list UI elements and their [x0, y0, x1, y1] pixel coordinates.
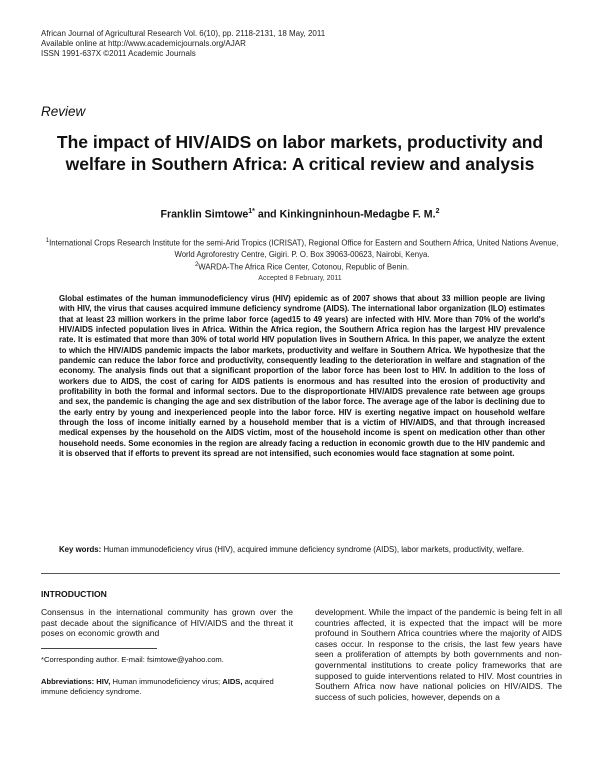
paper-title: The impact of HIV/AIDS on labor markets, productivity and welfare in Southern Africa: A critical review and analysis [56, 132, 544, 174]
section-divider [41, 573, 560, 574]
author-1-name: Franklin Simtowe [160, 208, 249, 221]
keywords [59, 545, 545, 556]
footnote-divider [41, 648, 157, 649]
author-line [40, 208, 560, 221]
corresponding-author-footnote: *Corresponding author. E-mail: fsimtowe@yahoo.com. [41, 655, 224, 664]
introduction-right-column: development. While the impact of the pandemic is being felt in all countries affected, it is expected that the impact will be more profound in Southern Africa countries where the majority of AIDS cases occur. In response to the crisis, the last few years have seen a proliferation of attempts by both governments and non-governmental institutions to create policy frameworks that are supposed to guide interventions related to HIV. Most countries in Southern Africa now have national policies on HIV/AIDS. The success of such policies, however, depends on a [315, 607, 562, 702]
affiliations [44, 236, 560, 272]
abbreviations-label: Abbreviations: [41, 677, 95, 686]
abstract: Global estimates of the human immunodeficiency virus (HIV) epidemic as of 2007 shows that about 33 million people are living with HIV, the virus that causes acquired immune deficiency syndrome (AIDS). The international labor organization (ILO) estimates that at least 23 million workers in the prime labor force (aged15 to 49 years) are infected with HIV. More than 70% of the world's HIV/AIDS infected population lives in Africa. Within the Africa region, the Southern Africa region has the largest HIV prevalence rate. It is estimated that more than 30% of total world HIV population lives in Southern Africa. In this paper, we analyze the extent to which the HIV/AIDS pandemic impacts the labor markets, productivity and welfare in Southern Africa. We hypothesize that the pandemic can reduce the labor force and productivity, consequently leading to the deterioration in welfare and stagnation of the economy. The analysis finds out that a significant proportion of the labor force has been lost to HIV. In addition to the loss of workers due to AIDS, the cost of caring for AIDS patients is enormous and has resulted into the erosion of productivity and profitability in both the formal and informal sectors. Due to the disproportionate HIV/AIDS prevalence rate between age groups and sex, the pandemic is changing the age and sex distribution of the labor force. The average age of the labor is declining due to the early entry by young and inexperienced people into the labor force. HIV is exerting negative impact on household welfare through the loss of income initially earned by a household member that is a victim of HIV/AIDS, and that through increased medical expenses by the household on the AIDS victim, most of the household income is spent on medication other than other household needs. Some economies in the region are already facing a reduction in economic growth due to the HIV pandemic and it is observed that if efforts to prevent its spread are not intensified, such economies would face stagnation at some point. [59, 294, 545, 459]
abbrev-hiv-key: HIV, [96, 677, 111, 686]
journal-citation: African Journal of Agricultural Research Vol. 6(10), pp. 2118-2131, 18 May, 2011 [41, 29, 326, 38]
author-2-name: Kinkingninhoun-Medagbe F. M. [279, 208, 436, 221]
introduction-heading: INTRODUCTION [41, 589, 107, 599]
author-joiner: and [254, 208, 280, 221]
keywords-label: Key words: [59, 545, 102, 554]
section-label: Review [41, 104, 86, 119]
journal-header [41, 29, 325, 59]
online-availability: Available online at http://www.academicjournals.org/AJAR [41, 39, 246, 48]
affiliation-1-mark: 1 [45, 238, 50, 244]
affiliation-1-text: International Crops Research Institute for the semi-Arid Tropics (ICRISAT), Regional Office for Eastern and Southern Africa, United Nations Avenue, World Agroforestry Centre, Gigiri. P. O. Box 39063-00623, Nairobi, Kenya. [49, 238, 559, 259]
affiliation-2-mark: 2 [194, 261, 199, 268]
abbrev-aids-key: AIDS, [222, 677, 243, 686]
accepted-date: Accepted 8 February, 2011 [258, 275, 342, 282]
issn-line: ISSN 1991-637X ©2011 Academic Journals [41, 49, 196, 58]
abbrev-hiv-text: Human immunodeficiency virus; [110, 677, 223, 686]
affiliation-2-text: WARDA-The Africa Rice Center, Cotonou, Republic of Benin. [198, 262, 410, 272]
introduction-left-column: Consensus in the international community has grown over the past decade about the significance of HIV/AIDS and the threat it poses on economic growth and [41, 607, 293, 639]
author-2-affiliation-mark: 2 [435, 208, 440, 215]
affiliation-1 [44, 236, 560, 260]
author-1-affiliation-mark: 1* [248, 208, 255, 215]
abbrev-aids-text: acquired immune deficiency syndrome. [41, 677, 274, 696]
affiliation-2 [44, 260, 560, 273]
abbreviations [41, 677, 293, 697]
keywords-text: Human immunodeficiency virus (HIV), acquired immune deficiency syndrome (AIDS), labor markets, productivity, welfare. [101, 545, 524, 554]
